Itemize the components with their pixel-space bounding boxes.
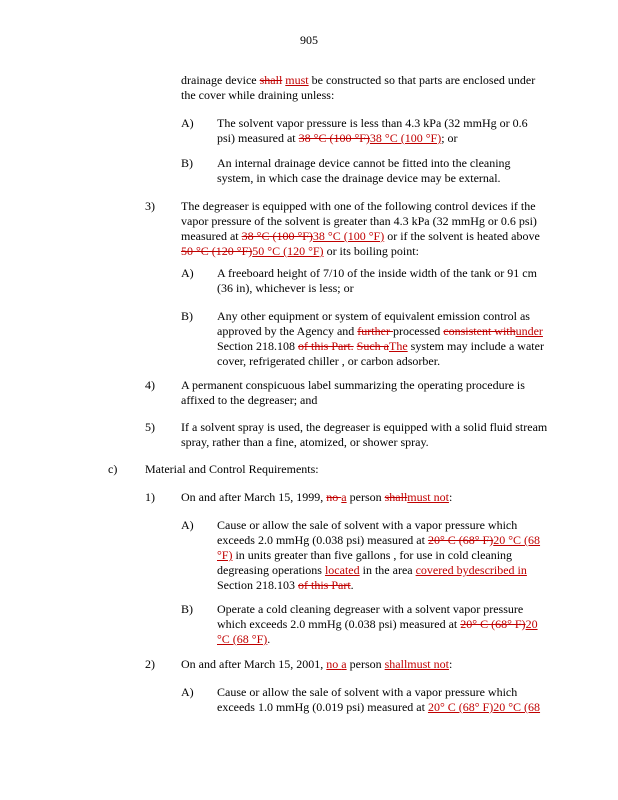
body-text: be constructed so that parts are enclosed under the cover while draining unless: [181, 73, 536, 102]
item-text-operate-degreaser [217, 602, 547, 647]
body-text: Material and Control Requirements: [145, 462, 319, 476]
item-label: B) [181, 309, 193, 323]
item-label: A) [181, 266, 194, 280]
item-label: B) [181, 602, 193, 616]
item-label: 4) [145, 378, 155, 392]
section-heading-material-control [145, 462, 545, 477]
body-text: . [350, 578, 354, 592]
page-number: 905 [300, 33, 318, 47]
deleted-text: 38 °C (100 °F) [298, 131, 370, 145]
inserted-text: located [324, 563, 360, 577]
item-text-vapor-pressure [217, 116, 547, 146]
item-text-march-2001 [181, 657, 551, 672]
inserted-text: under [515, 324, 543, 338]
deleted-text: of this Part. [298, 339, 354, 353]
paragraph-drainage-device [181, 73, 551, 103]
inserted-text: 38 °C (100 °F) [312, 229, 385, 243]
body-text: On and after March 15, 2001, [181, 657, 327, 671]
item-text-control-devices [181, 199, 551, 259]
item-label: B) [181, 156, 193, 170]
deleted-text: no [326, 490, 342, 504]
body-text: The solvent vapor pressure is less than 4.3 kPa (32 mmHg or 0.6 psi) measured at [217, 116, 528, 145]
body-text: in the area [359, 563, 416, 577]
inserted-text: covered by [415, 563, 469, 577]
item-text-label-affixed [181, 378, 551, 408]
body-text: drainage device [181, 73, 260, 87]
body-text: Cause or allow the sale of solvent with a vapor pressure which exceeds 2.0 mmHg (0.038 psi) measured at [217, 518, 518, 547]
item-label: 3) [145, 199, 155, 213]
inserted-text: a [341, 657, 347, 671]
inserted-text: 50 °C (120 °F) [252, 244, 324, 258]
body-text: Cause or allow the sale of solvent with a vapor pressure which exceeds 1.0 mmHg (0.019 psi) measured at [217, 685, 518, 714]
deleted-text: 20° C (68° F) [460, 617, 526, 631]
deleted-text: 50 °C (120 °F) [181, 244, 253, 258]
body-text: in units greater than five gallons , for use in cold cleaning degreasing operations [217, 548, 513, 577]
deleted-text: consistent with [443, 324, 516, 338]
body-text: Operate a cold cleaning degreaser with a solvent vapor pressure which exceeds 2.0 mmHg (0.038 psi) measured at [217, 602, 524, 631]
item-label: 1) [145, 490, 155, 504]
deleted-text: 38 °C (100 °F) [241, 229, 313, 243]
body-text: ; or [441, 131, 458, 145]
item-text-equivalent-control [217, 309, 547, 369]
body-text: An internal drainage device cannot be fitted into the cleaning system, in which case the drainage device may be external. [217, 156, 511, 185]
inserted-text: no [326, 657, 342, 671]
inserted-text: must not [407, 657, 449, 671]
body-text: processed [392, 324, 444, 338]
item-text-march-1999 [181, 490, 551, 505]
inserted-text: 20 °C (68 °F) [217, 617, 538, 646]
inserted-text: The [389, 339, 408, 353]
body-text: system may include a water cover, refrigerated chiller , or carbon adsorber. [217, 339, 544, 368]
inserted-text: 38 °C (100 °F) [369, 131, 442, 145]
item-label: 5) [145, 420, 155, 434]
body-text: person [346, 490, 385, 504]
inserted-text: 20 °C (68 °F) [217, 533, 541, 562]
item-text-internal-drainage [217, 156, 547, 186]
item-label: 2) [145, 657, 155, 671]
item-text-sale-solvent-1mmhg [217, 685, 547, 715]
section-label: c) [108, 462, 118, 476]
body-text: Any other equipment or system of equivalent emission control as approved by the Agency and [217, 309, 530, 338]
inserted-text: described in [468, 563, 527, 577]
inserted-text: must [285, 73, 309, 87]
body-text: Section 218.103 [217, 578, 298, 592]
body-text: or if the solvent is heated above [384, 229, 540, 243]
inserted-text: 20 °C (68 [493, 700, 541, 714]
body-text: : [448, 490, 453, 504]
deleted-text: shall [384, 490, 408, 504]
item-label: A) [181, 518, 194, 532]
body-text: person [346, 657, 385, 671]
body-text: or its boiling point: [323, 244, 419, 258]
inserted-text: must not [407, 490, 449, 504]
inserted-text: 20° C (68° F) [427, 700, 494, 714]
item-text-solvent-spray [181, 420, 551, 450]
body-text: . [267, 632, 271, 646]
body-text: On and after March 15, 1999, [181, 490, 327, 504]
body-text: The degreaser is equipped with one of the following control devices if the vapor pressure of the solvent is greater than 4.3 kPa (32 mmHg or 0.6 psi) measured at [181, 199, 537, 243]
inserted-text: shall [384, 657, 408, 671]
deleted-text: shall [259, 73, 283, 87]
item-label: A) [181, 116, 194, 130]
inserted-text: a [341, 490, 347, 504]
item-text-freeboard [217, 266, 547, 296]
deleted-text: further [357, 324, 393, 338]
item-text-sale-solvent-2mmhg [217, 518, 547, 593]
deleted-text: of this Part [298, 578, 351, 592]
body-text: : [448, 657, 453, 671]
body-text: A freeboard height of 7/10 of the inside width of the tank or 91 cm (36 in), whichever is less; or [217, 266, 537, 295]
body-text: A permanent conspicuous label summarizing the operating procedure is affixed to the degreaser; and [181, 378, 525, 407]
item-label: A) [181, 685, 194, 699]
deleted-text: 20° C (68° F) [427, 533, 494, 547]
body-text: Section 218.108 [217, 339, 298, 353]
body-text: If a solvent spray is used, the degreaser is equipped with a solid fluid stream spray, rather than a fine, atomized, or shower spray. [181, 420, 548, 449]
deleted-text: Such a [356, 339, 389, 353]
